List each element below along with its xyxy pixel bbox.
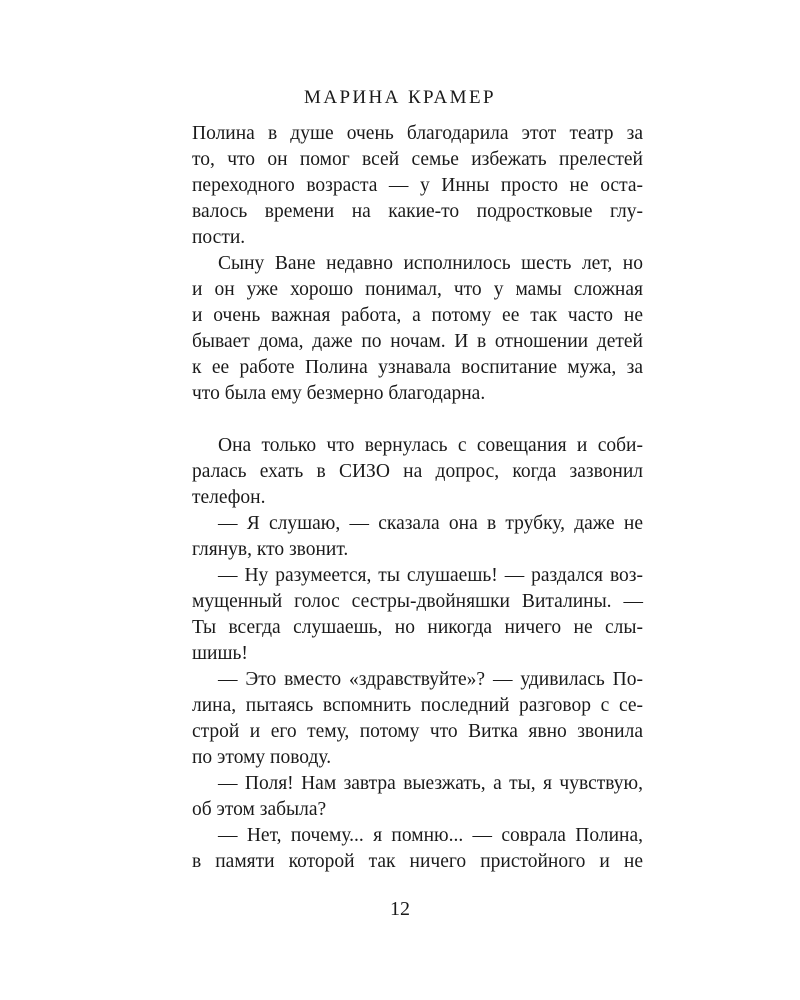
text-line: — Я слушаю, — сказала она в трубку, даже не — [218, 513, 643, 534]
text-line: строй и его тему, потому что Витка явно звонила — [192, 721, 643, 742]
text-line: бывает дома, даже по ночам. И в отношении детей — [192, 331, 643, 352]
paragraph — [192, 823, 643, 875]
page-number: 12 — [390, 898, 410, 920]
text-line: Она только что вернулась с совещания и соби- — [218, 435, 643, 456]
paragraph — [192, 121, 643, 251]
text-line: переходного возраста — у Инны просто не оста- — [192, 175, 643, 196]
running-head-author: МАРИНА КРАМЕР — [304, 87, 496, 108]
body-text — [192, 121, 643, 875]
text-line: — Ну разумеется, ты слушаешь! — раздался воз- — [218, 565, 643, 586]
section-break — [192, 407, 643, 433]
text-line: шишь! — [192, 643, 248, 664]
text-line: валось времени на какие-то подростковые глу- — [192, 201, 643, 222]
text-line: телефон. — [192, 487, 266, 508]
text-line: мущенный голос сестры-двойняшки Виталины. — — [192, 591, 643, 612]
text-line: в памяти которой так ничего пристойного и не — [192, 851, 643, 872]
paragraph — [192, 667, 643, 771]
paragraph — [192, 511, 643, 563]
text-line: Сыну Ване недавно исполнилось шесть лет, но — [218, 253, 643, 274]
text-line: ралась ехать в СИЗО на допрос, когда зазвонил — [192, 461, 643, 482]
paragraph — [192, 251, 643, 407]
text-line: — Это вместо «здравствуйте»? — удивилась По- — [218, 669, 643, 690]
text-line: и очень важная работа, а потому ее так часто не — [192, 305, 643, 326]
text-line: по этому поводу. — [192, 747, 332, 768]
text-line: лина, пытаясь вспомнить последний разговор с се- — [192, 695, 643, 716]
text-line: — Поля! Нам завтра выезжать, а ты, я чувствую, — [218, 773, 643, 794]
text-line: Ты всегда слушаешь, но никогда ничего не слы- — [192, 617, 643, 638]
text-line: к ее работе Полина узнавала воспитание мужа, за — [192, 357, 643, 378]
text-line: что была ему безмерно благодарна. — [192, 383, 486, 404]
text-line: пости. — [192, 227, 246, 248]
paragraph — [192, 771, 643, 823]
text-line: об этом забыла? — [192, 799, 327, 820]
text-line: Полина в душе очень благодарила этот театр за — [192, 123, 643, 144]
paragraph — [192, 433, 643, 511]
text-line: и он уже хорошо понимал, что у мамы сложная — [192, 279, 643, 300]
paragraph — [192, 563, 643, 667]
text-line: — Нет, почему... я помню... — соврала Полина, — [218, 825, 643, 846]
text-line: то, что он помог всей семье избежать прелестей — [192, 149, 643, 170]
text-line: глянув, кто звонит. — [192, 539, 349, 560]
